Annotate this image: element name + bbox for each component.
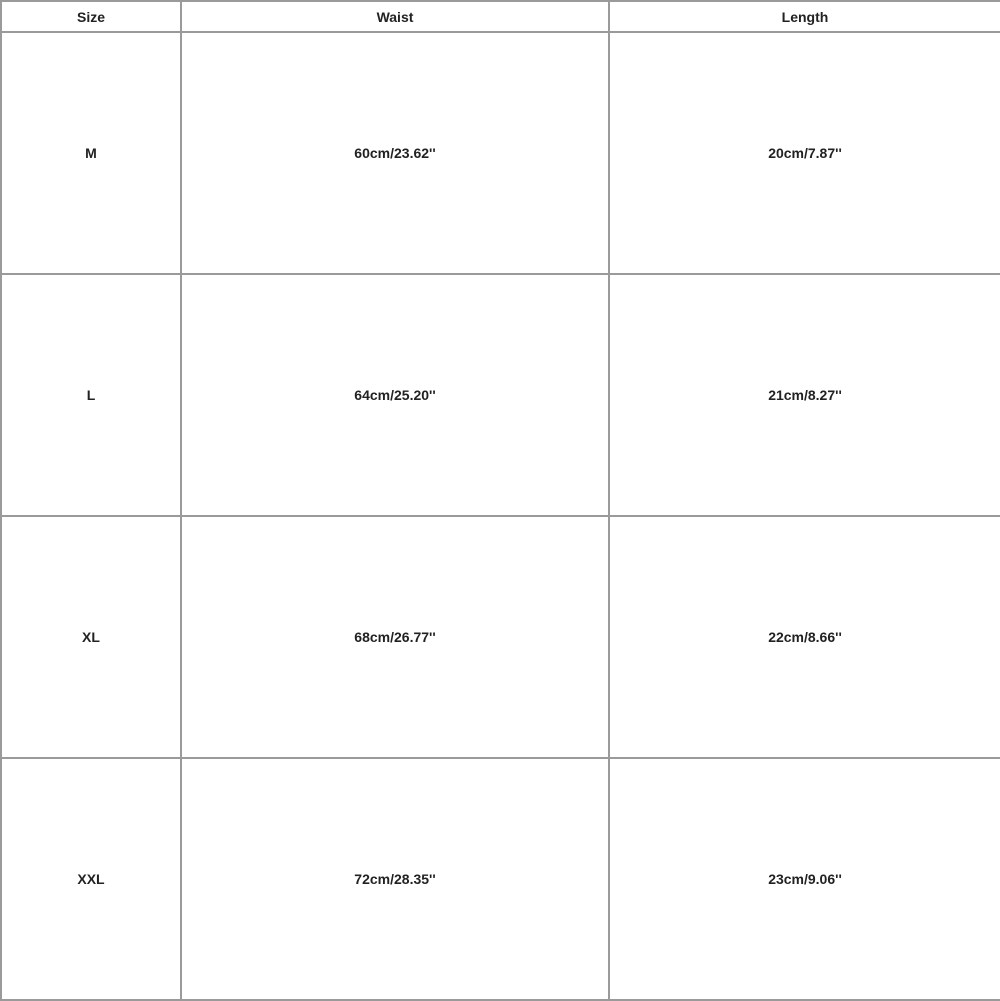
header-waist: Waist bbox=[181, 1, 609, 32]
cell-length: 20cm/7.87'' bbox=[609, 32, 1000, 274]
cell-waist: 64cm/25.20'' bbox=[181, 274, 609, 516]
cell-waist: 68cm/26.77'' bbox=[181, 516, 609, 758]
table-header-row bbox=[1, 1, 1000, 32]
cell-length: 23cm/9.06'' bbox=[609, 758, 1000, 1000]
cell-size: XXL bbox=[1, 758, 181, 1000]
table-row bbox=[1, 32, 1000, 274]
cell-waist: 60cm/23.62'' bbox=[181, 32, 609, 274]
table-row bbox=[1, 516, 1000, 758]
cell-size: L bbox=[1, 274, 181, 516]
header-size: Size bbox=[1, 1, 181, 32]
cell-length: 21cm/8.27'' bbox=[609, 274, 1000, 516]
cell-length: 22cm/8.66'' bbox=[609, 516, 1000, 758]
table-row bbox=[1, 758, 1000, 1000]
cell-size: M bbox=[1, 32, 181, 274]
table-row bbox=[1, 274, 1000, 516]
header-length: Length bbox=[609, 1, 1000, 32]
cell-size: XL bbox=[1, 516, 181, 758]
cell-waist: 72cm/28.35'' bbox=[181, 758, 609, 1000]
